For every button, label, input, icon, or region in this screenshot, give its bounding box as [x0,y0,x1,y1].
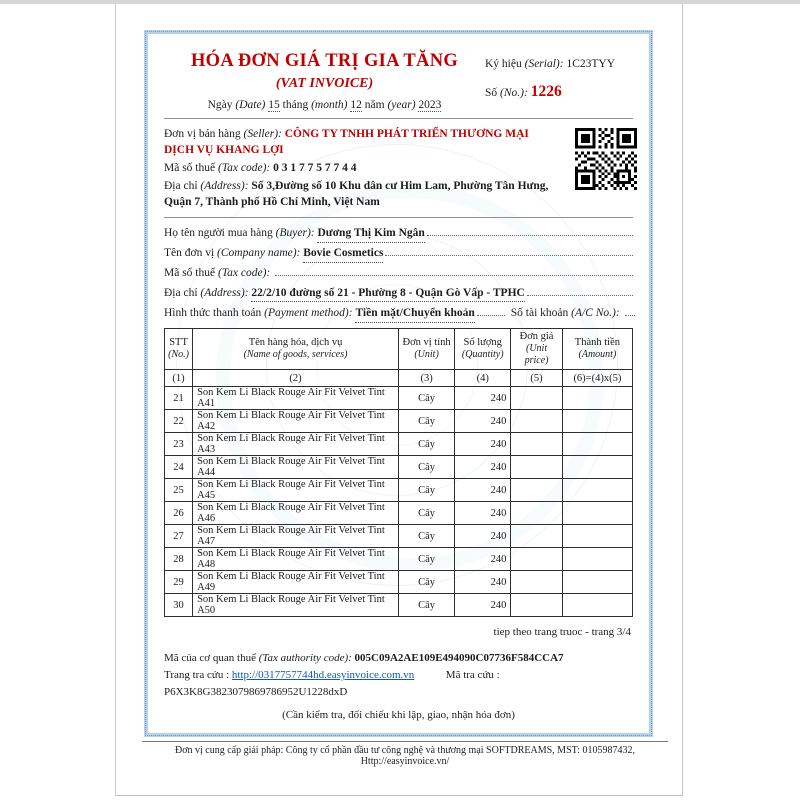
cell-unit_price [511,456,562,479]
code-cell: (6)=(4)x(5) [562,370,632,387]
buyer-tax-row [164,265,633,282]
tax-authority-label-en: (Tax authority code): [258,651,352,664]
cell-unit: Cây [399,548,455,571]
cell-unit_price [511,594,562,617]
cell-unit: Cây [399,433,455,456]
payment-row [164,305,633,323]
cell-qty: 240 [455,502,511,525]
cell-name: Son Kem Li Black Rouge Air Fit Velvet Tint A49 [193,571,399,594]
cell-unit_price [511,502,562,525]
serial-label-en: (Serial): [524,58,564,70]
table-row [165,502,633,525]
cell-name: Son Kem Li Black Rouge Air Fit Velvet Tint A45 [193,479,399,502]
table-row [165,479,633,502]
cell-amount [562,525,632,548]
col-header-quantity: Số lượng (Quantity) [455,328,511,370]
col-header-name: Tên hàng hóa, dịch vụ (Name of goods, services) [193,328,399,370]
cell-name: Son Kem Li Black Rouge Air Fit Velvet Tint A47 [193,525,399,548]
seller-address-label: Địa chỉ [164,179,198,192]
col-header-stt: STT (No.) [165,328,193,370]
col-header-unit-price: Đơn giá (Unit price) [511,328,562,370]
no-label-en: (No.): [500,87,528,100]
date-day: 15 [268,99,280,112]
company-row [164,245,633,263]
provider-bottom-bar: Đơn vị cung cấp giải pháp: Công ty cổ phần đầu tư công nghệ và thương mại SOFTDREAMS, MST: 0105987432, Http://easyinvoice.vn/ [142,741,668,767]
items-body [165,387,633,617]
cell-unit_price [511,410,562,433]
table-row [165,525,633,548]
no-label: Số [485,87,498,100]
payment-label: Hình thức thanh toán (Payment method): [164,306,353,319]
month-label-en: (month) [311,99,348,112]
buyer-address: 22/2/10 đường số 21 - Phường 8 - Quận Gò Vấp - TPHC [251,285,524,303]
verification-note: (Cần kiểm tra, đối chiếu khi lập, giao, nhận hóa đơn) [282,708,515,721]
cell-qty: 240 [455,548,511,571]
seller-tax-label: Mã số thuế [164,162,216,175]
cell-name: Son Kem Li Black Rouge Air Fit Velvet Tint A50 [193,594,399,617]
month-label: tháng [282,99,309,112]
serial-label: Ký hiệu [485,58,522,70]
seller-tax-code: 0 3 1 7 7 5 7 7 4 4 [273,162,357,175]
cell-unit: Cây [399,525,455,548]
cell-unit: Cây [399,387,455,410]
invoice-subtitle: (VAT INVOICE) [275,76,374,92]
seller-address-row [164,178,555,211]
invoice-header [164,46,633,112]
cell-amount [562,433,632,456]
dotted-leader [385,246,633,257]
code-cell: (2) [193,370,399,387]
cell-amount [562,387,632,410]
cell-name: Son Kem Li Black Rouge Air Fit Velvet Tint A43 [193,433,399,456]
cell-stt: 29 [165,571,193,594]
cell-qty: 240 [455,479,511,502]
table-row [165,594,633,617]
lookup-code: P6X3K8G3823079869786952U1228dxD [164,685,348,698]
tax-authority-row [164,650,633,667]
seller-section [164,126,633,211]
cell-amount [562,548,632,571]
payment-method: Tiền mặt/Chuyển khoản [355,305,474,323]
lookup-url-link[interactable]: http://0317757744hd.easyinvoice.com.vn [231,668,415,681]
cell-qty: 240 [455,571,511,594]
table-row [165,571,633,594]
cell-stt: 27 [165,525,193,548]
cell-amount [562,571,632,594]
seller-label-en: (Seller): [243,127,282,140]
cell-amount [562,479,632,502]
company-label: Tên đơn vị (Company name): [164,247,301,260]
separator-line [164,217,633,218]
cell-name: Son Kem Li Black Rouge Air Fit Velvet Tint A46 [193,502,399,525]
col-header-amount: Thành tiền (Amount) [562,328,632,370]
cell-stt: 22 [165,410,193,433]
cell-unit_price [511,525,562,548]
cell-name: Son Kem Li Black Rouge Air Fit Velvet Tint A44 [193,456,399,479]
separator-line [164,118,633,119]
cell-unit_price [511,433,562,456]
code-cell: (1) [165,370,193,387]
cell-qty: 240 [455,410,511,433]
seller-tax-row [164,160,555,177]
cell-qty: 240 [455,433,511,456]
title-block [164,46,485,112]
dotted-leader [625,305,635,316]
cell-unit_price [511,387,562,410]
cell-qty: 240 [455,594,511,617]
cell-unit_price [511,548,562,571]
dotted-leader [427,225,633,236]
seller-tax-label-en: (Tax code): [217,162,271,175]
date-month: 12 [350,99,362,112]
seller-address: Số 3,Đường số 10 Khu dân cư Him Lam, Phường Tân Hưng, Quận 7, Thành phố Hồ Chí Minh, Việt Nam [164,179,549,209]
cell-unit: Cây [399,571,455,594]
date-year: 2023 [418,99,442,112]
buyer-label: Họ tên người mua hàng (Buyer): [164,227,315,240]
qr-code-icon [575,128,637,190]
cell-stt: 26 [165,502,193,525]
cell-qty: 240 [455,456,511,479]
code-cell: (5) [511,370,562,387]
year-label: năm [364,99,385,112]
pagination-note: tiep theo trang truoc - trang 3/4 [493,626,631,639]
number-row [485,81,633,103]
lookup-label: Trang tra cứu : [164,668,230,681]
dotted-leader [477,305,505,316]
seller-name: CÔNG TY TNHH PHÁT TRIỂN THƯƠNG MẠI DỊCH VỤ KHANG LỢI [164,127,529,157]
cell-stt: 28 [165,548,193,571]
tax-authority-label: Mã của cơ quan thuế [164,651,256,664]
seller-label: Đơn vị bán hàng [164,127,241,140]
cell-amount [562,410,632,433]
account-label: Số tài khoản (A/C No.): [510,306,620,319]
cell-amount [562,456,632,479]
table-row [165,410,633,433]
cell-unit: Cây [399,410,455,433]
cell-unit: Cây [399,479,455,502]
seller-address-label-en: (Address): [200,179,249,192]
cell-stt: 21 [165,387,193,410]
buyer-name: Dương Thị Kim Ngân [317,225,424,243]
cell-amount [562,594,632,617]
serial-value: 1C23TYY [566,58,616,70]
decorative-blue-border [144,30,653,737]
footer-section [164,650,633,724]
invoice-number: 1226 [530,83,562,101]
items-table-head [165,328,633,387]
col-header-unit: Đơn vị tính (Unit) [399,328,455,370]
invoice-page [115,4,683,796]
buyer-address-label: Địa chỉ (Address): [164,286,249,299]
cell-name: Son Kem Li Black Rouge Air Fit Velvet Tint A42 [193,410,399,433]
date-label-en: (Date) [235,99,266,112]
buyer-tax-label: Mã số thuế (Tax code): [164,267,271,280]
buyer-address-row [164,285,633,303]
cell-stt: 24 [165,456,193,479]
date-label: Ngày [207,99,233,112]
column-code-row [165,370,633,387]
cell-stt: 25 [165,479,193,502]
table-row [165,456,633,479]
tax-authority-code: 005C09A2AE109E494090C07736F584CCA7 [354,651,564,664]
cell-unit_price [511,479,562,502]
year-label-en: (year) [387,99,416,112]
lookup-row [164,667,633,701]
invoice-title: HÓA ĐƠN GIÁ TRỊ GIA TĂNG [190,51,459,71]
serial-row [485,56,633,72]
items-table [164,328,633,618]
cell-qty: 240 [455,387,511,410]
cell-qty: 240 [455,525,511,548]
buyer-section [164,225,633,322]
cell-unit: Cây [399,456,455,479]
code-cell: (3) [399,370,455,387]
code-cell: (4) [455,370,511,387]
invoice-date-line [164,99,485,111]
cell-name: Son Kem Li Black Rouge Air Fit Velvet Tint A48 [193,548,399,571]
table-row [165,548,633,571]
cell-stt: 30 [165,594,193,617]
cell-name: Son Kem Li Black Rouge Air Fit Velvet Tint A41 [193,387,399,410]
buyer-name-row [164,225,633,243]
serial-block [485,46,633,112]
lookup-code-label: Mã tra cứu : [445,668,500,681]
dotted-leader [527,285,633,296]
cell-unit: Cây [399,502,455,525]
cell-unit: Cây [399,594,455,617]
cell-unit_price [511,571,562,594]
dotted-leader [275,266,633,277]
company-name: Bovie Cosmetics [303,245,383,263]
cell-amount [562,502,632,525]
seller-name-row [164,126,555,159]
table-row [165,387,633,410]
cell-stt: 23 [165,433,193,456]
table-row [165,433,633,456]
